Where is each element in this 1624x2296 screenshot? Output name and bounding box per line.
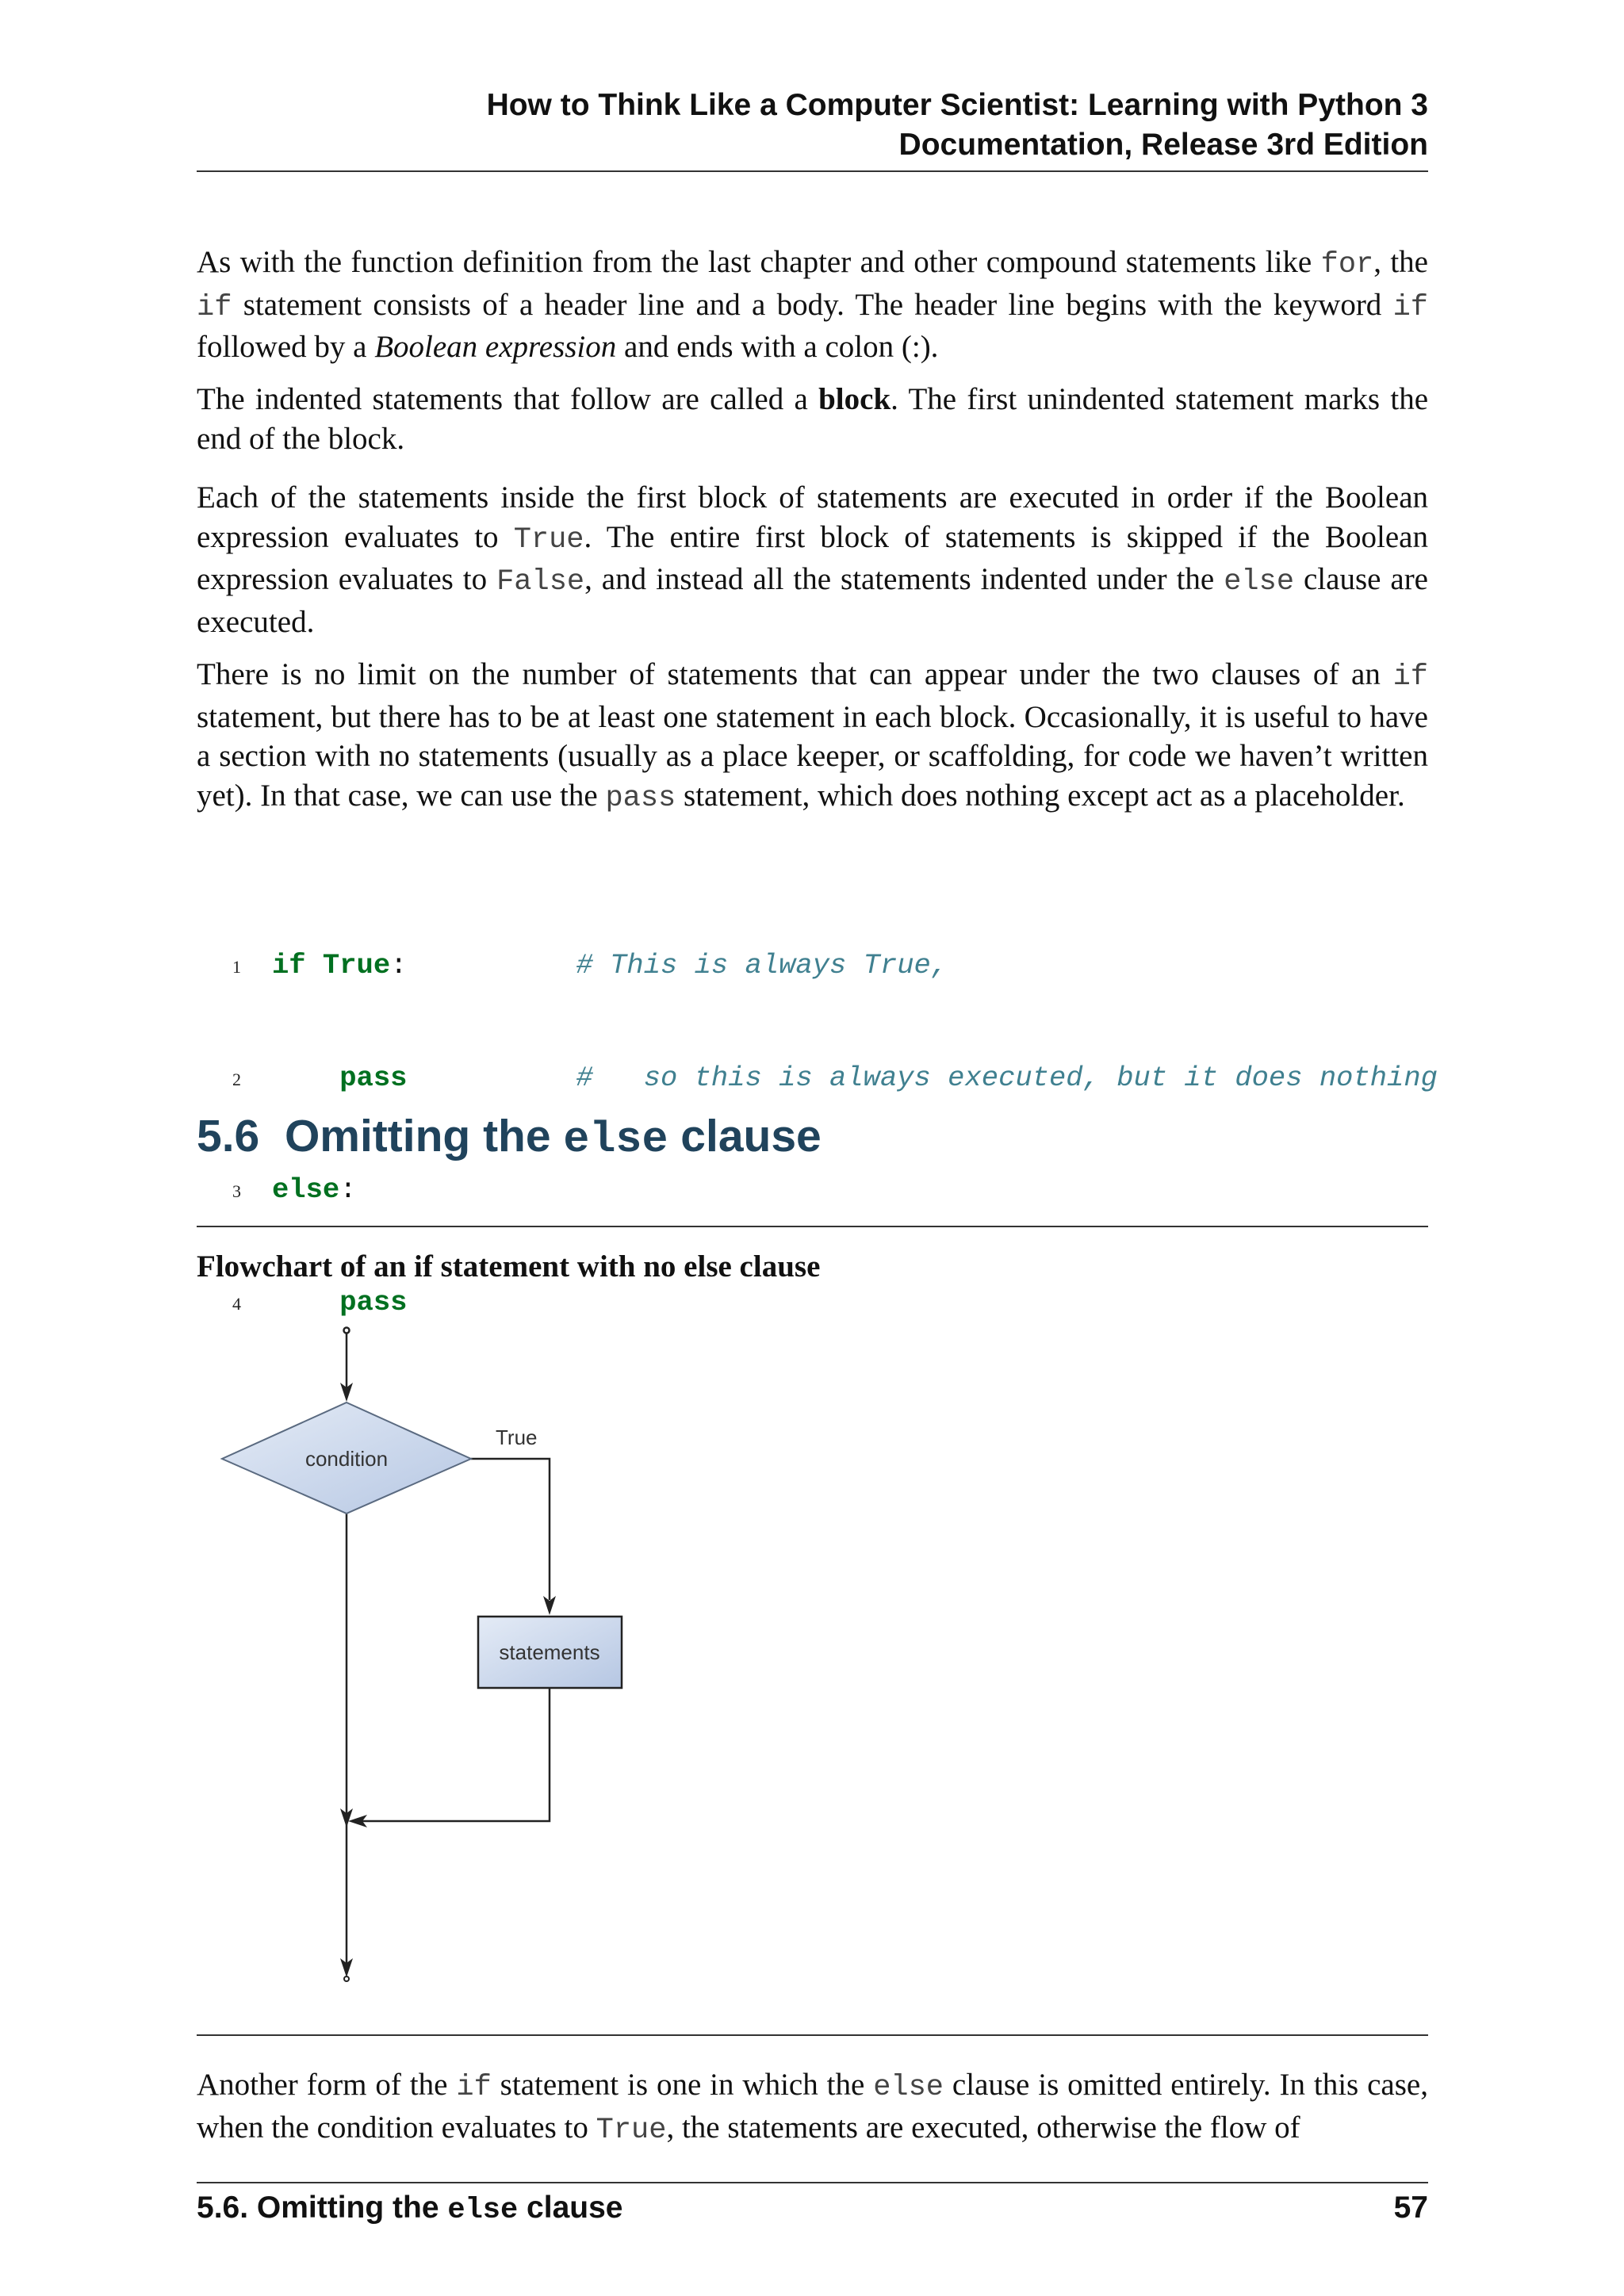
figure-caption: Flowchart of an if statement with no else clause <box>197 1249 821 1284</box>
figure-bottom-rule <box>197 2034 1428 2036</box>
header-line-1: How to Think Like a Computer Scientist: Learning with Python 3 <box>486 88 1428 122</box>
emphasis-term: Boolean expression <box>374 330 617 364</box>
code-line: 4 pass <box>197 1284 1438 1323</box>
paragraph-if-statement: As with the function definition from the last chapter and other compound statements like for, the if statement consists of a header line and a body. The header line begins with the keyword if followed by a Boolean expression and ends with a colon (:). <box>197 245 1428 364</box>
line-number: 2 <box>232 1069 241 1089</box>
inline-code: else <box>873 2071 944 2104</box>
line-number: 3 <box>232 1181 241 1201</box>
bold-term: block <box>818 382 891 416</box>
page-number: 57 <box>1393 2191 1428 2225</box>
end-terminal <box>344 1976 349 1981</box>
inline-code: else <box>447 2194 519 2227</box>
inline-code: True <box>513 522 584 557</box>
footer-rule <box>197 2182 1428 2183</box>
line-number: 1 <box>232 957 241 977</box>
inline-code: if <box>1392 290 1428 324</box>
start-terminal <box>344 1328 350 1334</box>
code-line: 2 pass # so this is always executed, but it does nothing <box>197 1060 1438 1099</box>
true-path-line <box>471 1459 550 1600</box>
paragraph-pass: There is no limit on the number of statements that can appear under the two clauses of an if statement, but there has to be at least one statement in each block. Occasionally, it is useful to have a section with no statements (usually as a place keeper, or scaffolding, for code we haven’t written yet). In that case, we can use the pass statement, which does nothing except act as a placeholder. <box>197 657 1428 815</box>
section-heading: 5.6 Omitting the else clause <box>197 1111 822 1165</box>
inline-code: else <box>563 1115 668 1165</box>
inline-code: else <box>1224 565 1295 599</box>
condition-label: condition <box>304 1447 389 1471</box>
code-line: 3 else: <box>197 1172 1438 1211</box>
line-number: 4 <box>232 1293 241 1314</box>
footer-section: 5.6. Omitting the else clause <box>197 2191 623 2227</box>
code-comment: # This is always True, <box>576 949 948 982</box>
merge-path-line <box>354 1689 550 1821</box>
inline-code: for <box>1320 248 1374 281</box>
header-line-2: Documentation, Release 3rd Edition <box>898 128 1428 162</box>
inline-code: False <box>496 565 585 599</box>
true-label: True <box>496 1425 538 1449</box>
inline-code: True <box>596 2113 667 2147</box>
paragraph-block: The indented statements that follow are called a block. The first unindented statement marks the end of the block. <box>197 382 1429 456</box>
inline-code: if <box>1392 660 1428 694</box>
code-line: 1 if True: # This is always True, <box>197 947 1438 986</box>
inline-code: if <box>456 2071 492 2104</box>
paragraph-execution: Each of the statements inside the first block of statements are executed in order if the Boolean expression evaluates to True. The entire first block of statements is skipped if the Boolean expression evaluates to False, and instead all the statements indented under the else clause are executed. <box>197 480 1428 639</box>
code-comment: # so this is always executed, but it does nothing <box>576 1061 1438 1094</box>
page-footer <box>197 2191 1428 2227</box>
paragraph-omit-else: Another form of the if statement is one in which the else clause is omitted entirely. In this case, when the condition evaluates to True, the statements are executed, otherwise the flow of <box>197 2068 1428 2147</box>
inline-code: pass <box>605 781 676 815</box>
section-number: 5.6 <box>197 1111 260 1161</box>
inline-code: if <box>197 290 232 324</box>
statements-label: statements <box>499 1640 600 1664</box>
